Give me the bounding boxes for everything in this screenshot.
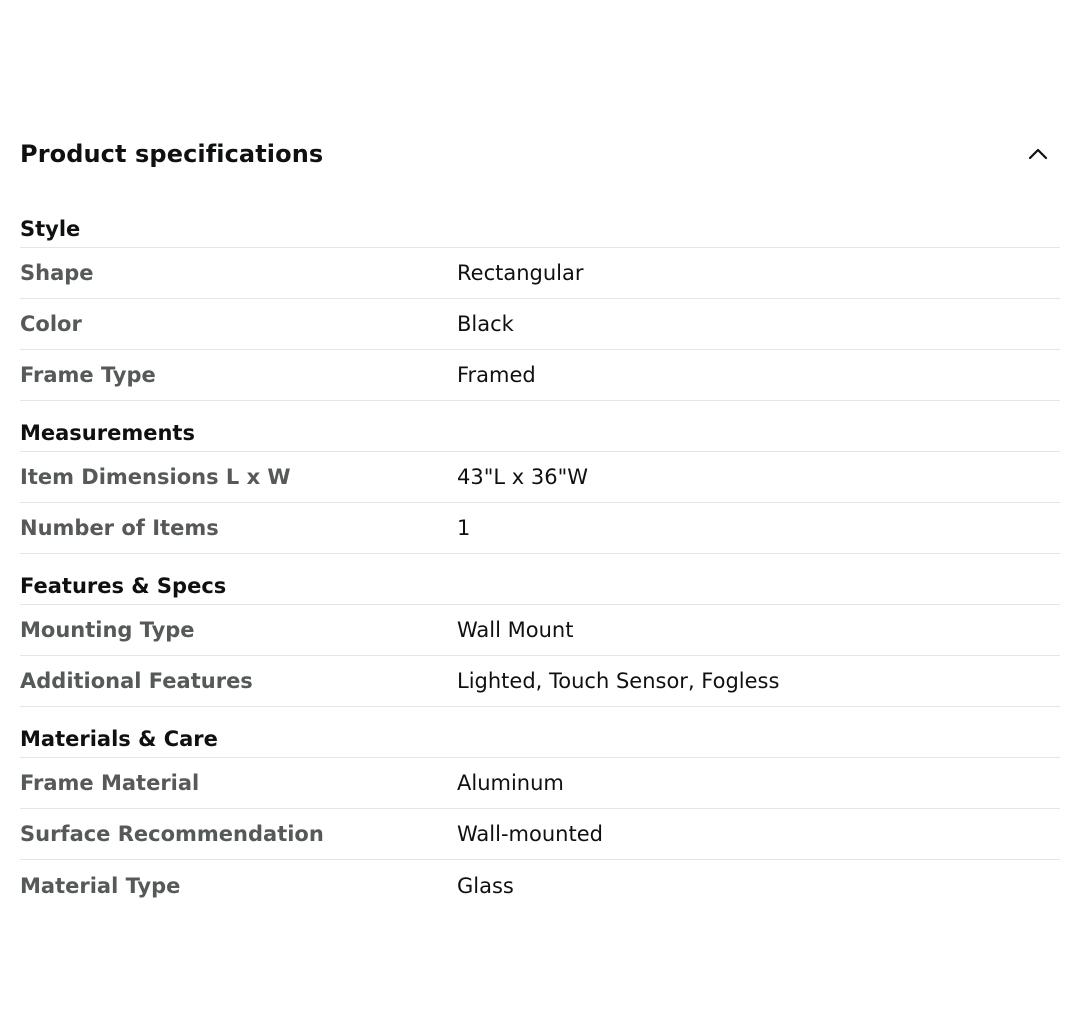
spec-label: Mounting Type xyxy=(20,618,195,642)
spec-section-measurements xyxy=(20,401,1060,554)
spec-value: Glass xyxy=(457,873,514,898)
product-specifications-panel xyxy=(20,128,1060,911)
spec-section-materials xyxy=(20,707,1060,911)
spec-label: Additional Features xyxy=(20,669,253,693)
product-specifications-header[interactable] xyxy=(20,128,1060,180)
spec-row-frame-material xyxy=(20,758,1060,809)
spec-section-style xyxy=(20,206,1060,401)
spec-label: Frame Material xyxy=(20,771,200,795)
spec-row-number-of-items xyxy=(20,503,1060,554)
spec-value: 1 xyxy=(457,516,471,540)
spec-value: Wall Mount xyxy=(457,618,574,642)
spec-value: Lighted, Touch Sensor, Fogless xyxy=(457,669,780,693)
spec-label: Shape xyxy=(20,261,94,285)
spec-row-item-dimensions xyxy=(20,452,1060,503)
spec-label: Frame Type xyxy=(20,363,156,387)
spec-row-surface-recommendation xyxy=(20,809,1060,860)
spec-row-material-type xyxy=(20,860,1060,911)
spec-row-shape xyxy=(20,248,1060,299)
spec-row-frame-type xyxy=(20,350,1060,401)
spec-value: Black xyxy=(457,312,514,336)
spec-value: Framed xyxy=(457,363,536,387)
spec-label: Color xyxy=(20,312,82,336)
spec-row-mounting-type xyxy=(20,605,1060,656)
spec-sections xyxy=(20,206,1060,911)
spec-row-additional-features xyxy=(20,656,1060,707)
spec-label: Surface Recommendation xyxy=(20,822,324,846)
section-title: Style xyxy=(20,206,1060,248)
spec-section-features xyxy=(20,554,1060,707)
spec-value: 43"L x 36"W xyxy=(457,465,589,489)
section-title: Features & Specs xyxy=(20,554,1060,605)
spec-row-color xyxy=(20,299,1060,350)
section-title: Materials & Care xyxy=(20,707,1060,758)
spec-label: Item Dimensions L x W xyxy=(20,465,291,489)
spec-value: Wall-mounted xyxy=(457,822,603,846)
spec-value: Rectangular xyxy=(457,261,584,285)
section-title: Measurements xyxy=(20,401,1060,452)
spec-label: Number of Items xyxy=(20,516,219,540)
chevron-up-icon[interactable] xyxy=(1026,142,1050,166)
panel-title: Product specifications xyxy=(20,140,324,168)
spec-value: Aluminum xyxy=(457,771,564,795)
spec-label: Material Type xyxy=(20,873,181,898)
